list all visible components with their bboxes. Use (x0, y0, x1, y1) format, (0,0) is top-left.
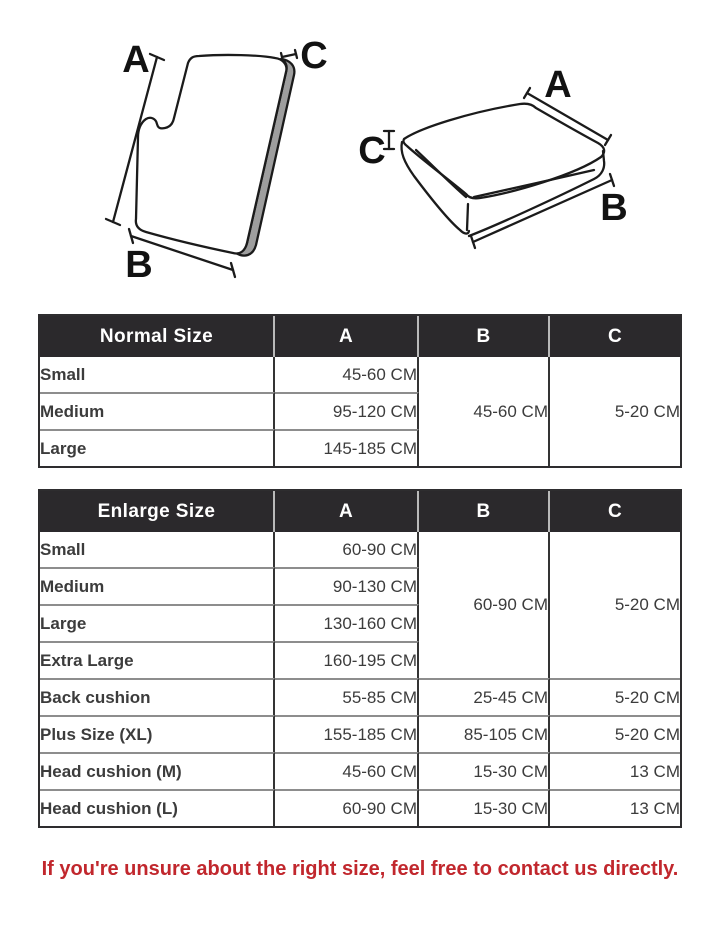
merged-value-cell-b: 45-60 CM (419, 357, 550, 466)
value-cell-b: 25-45 CM (419, 678, 550, 715)
value-cell-a: 45-60 CM (275, 357, 419, 392)
back-dim-c-line (281, 50, 297, 61)
size-label-cell: Large (40, 604, 275, 641)
value-cell-a: 60-90 CM (275, 532, 419, 567)
normal-header-row (40, 316, 680, 357)
normal-size-table-wrap (38, 314, 720, 468)
column-header-a: A (275, 316, 419, 357)
table-row (40, 678, 680, 715)
size-label-cell: Extra Large (40, 641, 275, 678)
value-cell-a: 130-160 CM (275, 604, 419, 641)
size-label-cell: Medium (40, 567, 275, 604)
seat-cushion-diagram (384, 88, 614, 248)
column-header-c: C (550, 316, 680, 357)
table-row (40, 789, 680, 826)
back-cushion-diagram (106, 50, 297, 277)
seat-dim-label-b: B (600, 187, 628, 229)
seat-cushion-front-corner (467, 204, 468, 230)
enlarge-header-row (40, 491, 680, 532)
size-label-cell: Head cushion (M) (40, 752, 275, 789)
value-cell-a: 145-185 CM (275, 429, 419, 466)
seat-dim-label-a: A (544, 64, 572, 106)
enlarge-size-table-wrap (38, 489, 720, 828)
value-cell-a: 60-90 CM (275, 789, 419, 826)
back-dim-label-c: C (300, 35, 328, 77)
value-cell-a: 155-185 CM (275, 715, 419, 752)
value-cell-c: 5-20 CM (550, 678, 680, 715)
size-label-cell: Medium (40, 392, 275, 429)
enlarge-size-table (38, 489, 682, 828)
column-header-b: B (419, 491, 550, 532)
value-cell-b: 85-105 CM (419, 715, 550, 752)
table-row (40, 715, 680, 752)
column-header-a: A (275, 491, 419, 532)
merged-value-cell-c: 5-20 CM (550, 357, 680, 466)
size-label-cell: Plus Size (XL) (40, 715, 275, 752)
value-cell-a: 45-60 CM (275, 752, 419, 789)
back-cushion-front-face (136, 55, 287, 254)
enlarge-table-title: Enlarge Size (40, 491, 275, 532)
value-cell-b: 15-30 CM (419, 752, 550, 789)
size-label-cell: Small (40, 357, 275, 392)
value-cell-a: 95-120 CM (275, 392, 419, 429)
merged-value-cell-b: 60-90 CM (419, 532, 550, 678)
value-cell-b: 15-30 CM (419, 789, 550, 826)
size-help-note: If you're unsure about the right size, feel free to contact us directly. (41, 858, 679, 880)
value-cell-a: 160-195 CM (275, 641, 419, 678)
normal-size-table (38, 314, 682, 468)
table-row (40, 357, 680, 392)
value-cell-a: 90-130 CM (275, 567, 419, 604)
size-label-cell: Head cushion (L) (40, 789, 275, 826)
table-row (40, 752, 680, 789)
size-label-cell: Large (40, 429, 275, 466)
column-header-c: C (550, 491, 680, 532)
back-dim-label-b: B (125, 244, 153, 286)
back-dim-label-a: A (122, 39, 150, 81)
value-cell-c: 13 CM (550, 752, 680, 789)
normal-table-title: Normal Size (40, 316, 275, 357)
merged-value-cell-c: 5-20 CM (550, 532, 680, 678)
cushion-measure-diagrams (0, 0, 720, 310)
size-label-cell: Back cushion (40, 678, 275, 715)
size-label-cell: Small (40, 532, 275, 567)
table-row (40, 532, 680, 567)
value-cell-c: 13 CM (550, 789, 680, 826)
seat-cushion-top-face (403, 104, 604, 199)
seat-dim-label-c: C (358, 130, 386, 172)
value-cell-c: 5-20 CM (550, 715, 680, 752)
value-cell-a: 55-85 CM (275, 678, 419, 715)
column-header-b: B (419, 316, 550, 357)
